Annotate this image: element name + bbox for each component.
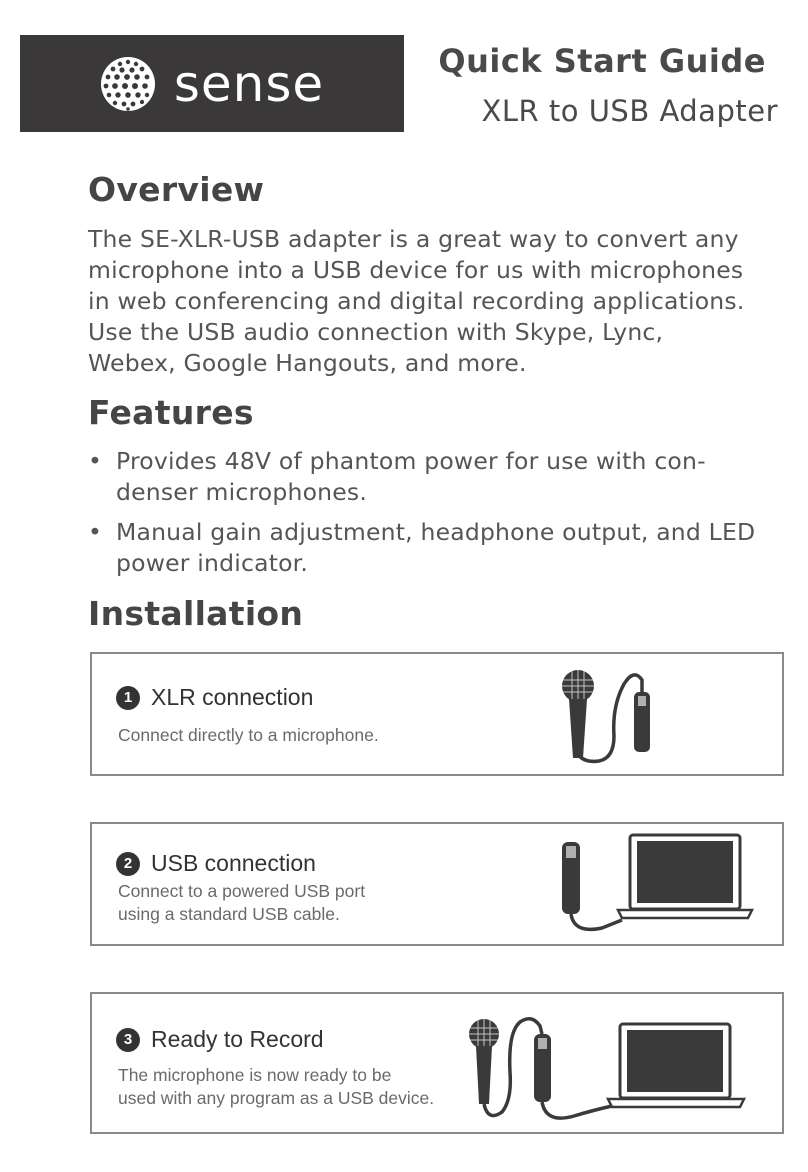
step-desc-line: The microphone is now ready to be	[118, 1065, 392, 1085]
step-description	[118, 1064, 434, 1110]
step-title	[116, 850, 316, 877]
step-title	[116, 1026, 324, 1053]
step-desc-line: using a standard USB cable.	[118, 904, 340, 924]
step-description	[118, 724, 379, 747]
feature-text: power indicator.	[116, 549, 309, 577]
features-list	[88, 446, 788, 588]
step-usb-connection	[90, 822, 784, 946]
step-number-badge: 2	[116, 852, 140, 876]
feature-text: denser microphones.	[116, 478, 368, 506]
step-desc-line: Connect to a powered USB port	[118, 881, 366, 901]
overview-line: The SE-XLR-USB adapter is a great way to convert any	[88, 225, 739, 253]
brand-logo-bar	[20, 35, 404, 132]
step-title-text: Ready to Record	[151, 1026, 324, 1052]
step-desc-line: used with any program as a USB device.	[118, 1088, 435, 1108]
guide-subtitle: XLR to USB Adapter	[481, 94, 778, 128]
step-title-text: USB connection	[151, 850, 316, 876]
step-xlr-connection	[90, 652, 784, 776]
feature-text: • Manual gain adjustment, headphone output, and LED	[116, 518, 756, 546]
adapter-laptop-icon	[552, 830, 762, 940]
microphone-xlr-cable-icon	[554, 666, 674, 766]
step-number-badge: 1	[116, 686, 140, 710]
features-heading: Features	[88, 393, 254, 432]
overview-heading: Overview	[88, 170, 265, 209]
overview-paragraph	[88, 224, 788, 379]
step-title	[116, 684, 313, 711]
step-desc-line: Connect directly to a microphone.	[118, 725, 379, 745]
overview-line: in web conferencing and digital recording applications.	[88, 287, 745, 315]
microphone-adapter-laptop-icon	[464, 1012, 764, 1127]
step-title-text: XLR connection	[151, 684, 314, 710]
overview-line: Use the USB audio connection with Skype, Lync,	[88, 318, 664, 346]
sense-globe-icon	[100, 56, 156, 112]
installation-heading: Installation	[88, 594, 304, 633]
step-description	[118, 880, 365, 926]
step-number-badge: 3	[116, 1028, 140, 1052]
feature-text: • Provides 48V of phantom power for use with con-	[116, 447, 706, 475]
feature-item	[88, 517, 788, 579]
brand-name: sense	[173, 54, 325, 113]
overview-line: microphone into a USB device for us with microphones	[88, 256, 744, 284]
step-ready-to-record	[90, 992, 784, 1134]
overview-line: Webex, Google Hangouts, and more.	[88, 349, 527, 377]
feature-item	[88, 446, 788, 508]
guide-title: Quick Start Guide	[438, 42, 766, 80]
